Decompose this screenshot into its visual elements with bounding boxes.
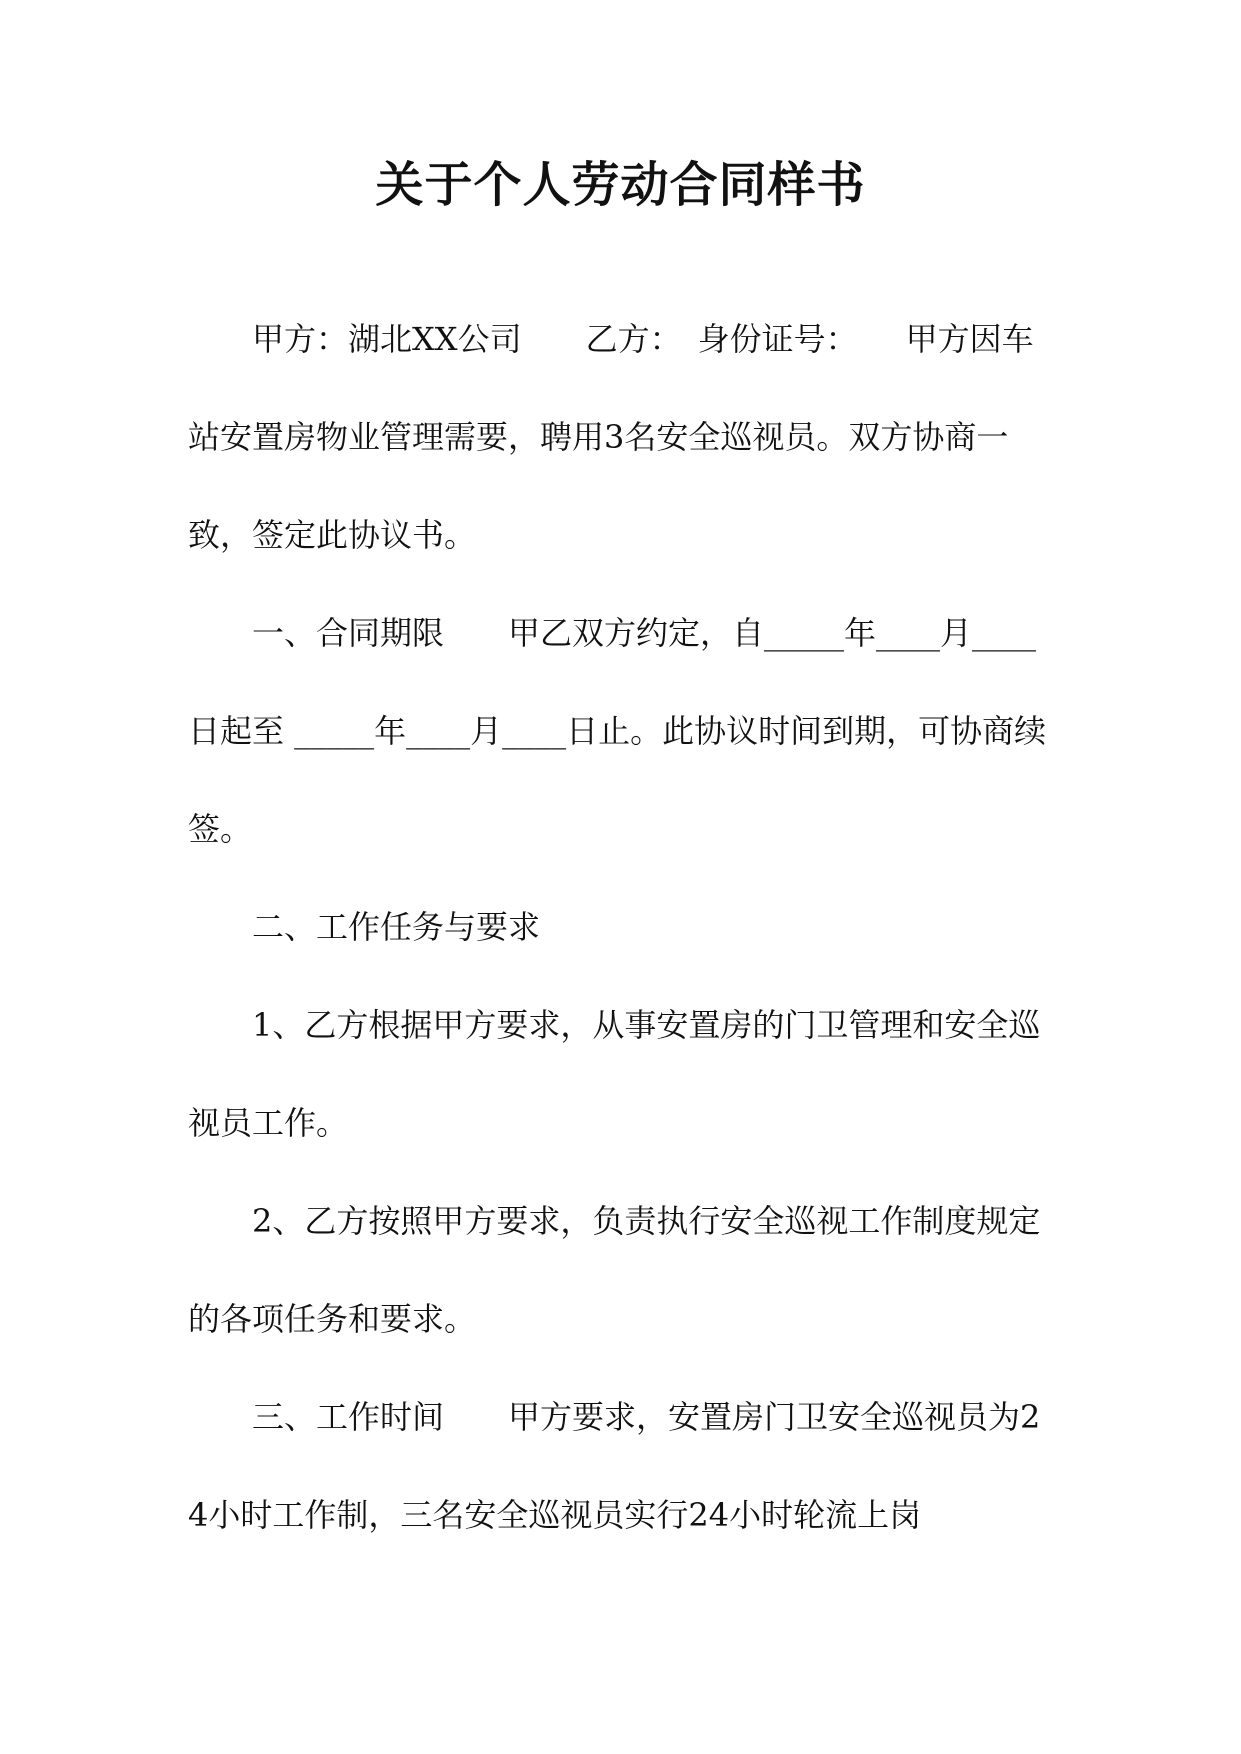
paragraph-working-hours: 三、工作时间 甲方要求，安置房门卫安全巡视员为24小时工作制，三名安全巡视员实行24小时轮流上岗 (188, 1398, 1041, 1534)
paragraph-contract-term: 一、合同期限 甲乙双方约定，自_____年____月____日起至 _____年____月____日止。此协议时间到期，可协商续签。 (188, 614, 1047, 848)
document-body (188, 290, 1048, 1564)
document-title: 关于个人劳动合同样书 (375, 157, 866, 213)
paragraph-parties: 甲方：湖北XX公司 乙方： 身份证号： 甲方因车站安置房物业管理需要，聘用3名安全巡视员。双方协商一致，签定此协议书。 (188, 320, 1034, 554)
paragraph-task-2: 2、乙方按照甲方要求，负责执行安全巡视工作制度规定的各项任务和要求。 (188, 1202, 1041, 1338)
paragraph-task-1: 1、乙方根据甲方要求，从事安置房的门卫管理和安全巡视员工作。 (188, 1006, 1041, 1142)
section-heading-tasks: 二、工作任务与要求 (252, 908, 541, 946)
